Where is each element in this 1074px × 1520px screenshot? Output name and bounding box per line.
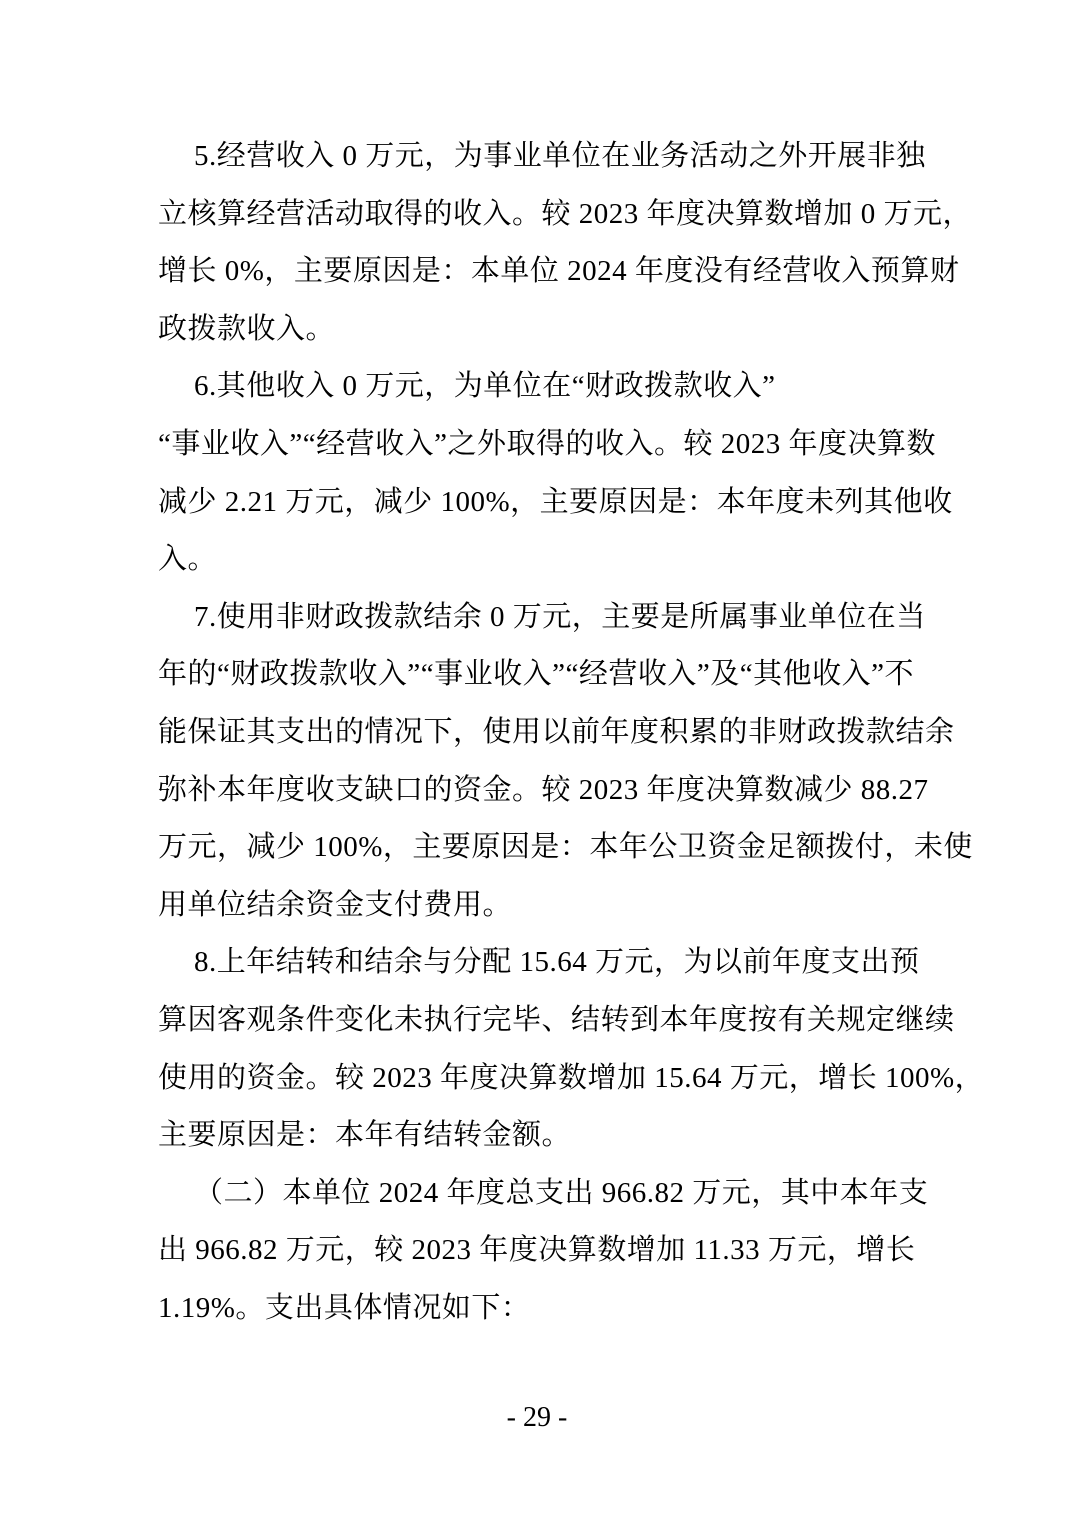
text-line: 出 966.82 万元，较 2023 年度决算数增加 11.33 万元，增长	[158, 1234, 916, 1267]
paragraph-item-6	[158, 358, 953, 588]
page-number: - 29 -	[506, 1402, 568, 1433]
text-line: 弥补本年度收支缺口的资金。较 2023 年度决算数减少 88.27	[158, 773, 929, 806]
text-line: 增长 0%，主要原因是：本单位 2024 年度没有经营收入预算财	[158, 255, 960, 288]
text-line: 入。	[158, 543, 218, 576]
paragraph-item-8	[158, 934, 985, 1164]
text-line: 算因客观条件变化未执行完毕、结转到本年度按有关规定继续	[158, 1003, 955, 1036]
text-line: 1.19%。支出具体情况如下：	[158, 1291, 531, 1324]
paragraph-item-7	[158, 589, 973, 935]
text-line: 减少 2.21 万元，减少 100%，主要原因是：本年度未列其他收	[158, 485, 953, 518]
text-line: 能保证其支出的情况下，使用以前年度积累的非财政拨款结余	[158, 715, 955, 748]
text-line: 5.经营收入 0 万元，为事业单位在业务活动之外开展非独	[194, 140, 926, 172]
text-line: 主要原因是：本年有结转金额。	[158, 1119, 572, 1152]
paragraph-section-2	[158, 1165, 929, 1338]
text-line: 万元，减少 100%，主要原因是：本年公卫资金足额拨付，未使	[158, 831, 973, 864]
text-line: 年的“财政拨款收入”“事业收入”“经营收入”及“其他收入”不	[158, 658, 914, 691]
page-footer	[0, 1396, 1074, 1440]
text-line: 7.使用非财政拨款结余 0 万元，主要是所属事业单位在当	[194, 600, 926, 633]
text-line: 6.其他收入 0 万元，为单位在“财政拨款收入”	[194, 370, 776, 403]
text-line: （二）本单位 2024 年度总支出 966.82 万元，其中本年支	[194, 1176, 929, 1209]
text-line: 8.上年结转和结余与分配 15.64 万元，为以前年度支出预	[194, 946, 920, 979]
text-line: 立核算经营活动取得的收入。较 2023 年度决算数增加 0 万元，	[158, 197, 973, 230]
paragraph-item-5	[158, 128, 973, 358]
text-line: “事业收入”“经营收入”之外取得的收入。较 2023 年度决算数	[158, 427, 936, 460]
text-line: 用单位结余资金支付费用。	[158, 888, 513, 921]
text-line: 政拨款收入。	[158, 312, 336, 345]
document-body	[158, 128, 985, 1337]
text-line: 使用的资金。较 2023 年度决算数增加 15.64 万元，增长 100%，	[158, 1061, 985, 1094]
